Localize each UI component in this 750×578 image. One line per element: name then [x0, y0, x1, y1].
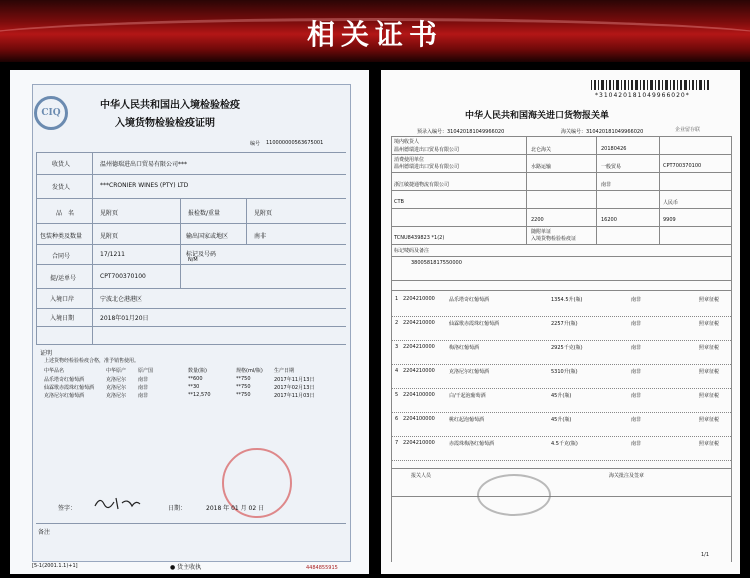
ciq-logo: [34, 96, 68, 130]
goods-header-cell: 中华原产: [106, 368, 127, 374]
certificate-title: 中华人民共和国出入境检验检疫: [100, 100, 240, 111]
bl-label: 提/运单号: [50, 275, 77, 282]
item-cell: 仙霖歌赤霞珠红葡萄酒: [449, 321, 500, 327]
goods-cell: **30: [188, 384, 200, 390]
item-cell: 南非: [631, 297, 642, 303]
item-number: 5: [395, 392, 399, 398]
goods-header-cell: 规格(ml/瓶): [236, 368, 263, 374]
origin-label: 输出国家或地区: [186, 233, 229, 240]
item-cell: 1354.5升(瓶): [551, 297, 583, 303]
net-weight: 9909: [663, 217, 676, 223]
port-label: 入境口岸: [50, 296, 75, 303]
customs-number: 海关编号：310420181049966020: [561, 129, 644, 135]
ciq-logo-text: CIQ: [41, 108, 61, 118]
goods-cell: 品乐塔奇红葡萄酒: [44, 377, 85, 383]
quantity-label: 报检数/重量: [188, 210, 221, 217]
item-cell: 5310升(瓶): [551, 369, 578, 375]
package-value: 见附页: [100, 233, 119, 240]
declaration-title: 中华人民共和国海关进口货物报关单: [465, 111, 610, 121]
goods-cell: 南非: [138, 377, 149, 383]
page-banner: [0, 0, 750, 62]
certificate-number: 4484855915: [306, 565, 338, 571]
goods-cell: 南非: [138, 385, 149, 391]
agent-value: 浙江敏捷通物流有限公司: [394, 182, 450, 188]
marks-label: 标记及号码: [186, 251, 217, 258]
item-separator: [391, 460, 731, 461]
goods-cell: 仙霖歌赤霞珠红葡萄酒: [44, 385, 95, 391]
consumer-label: 消费使用单位: [394, 157, 425, 163]
item-number: 7: [395, 440, 399, 446]
item-cell: 2257升(瓶): [551, 321, 578, 327]
sign-date-label: 日期：: [168, 505, 187, 512]
currency: 人民币: [663, 200, 679, 206]
goods-cell: 南非: [138, 393, 149, 399]
goods-cell: 克洛尼尔: [106, 385, 127, 391]
item-cell: 南非: [631, 417, 642, 423]
package-count: 2200: [531, 217, 544, 223]
banner-title: 相关证书: [306, 18, 443, 51]
item-cell: 南非: [631, 345, 642, 351]
consignee-label: 收货人: [52, 161, 71, 168]
trade-mode: 一般贸易: [601, 164, 622, 170]
marks-label: 标记唛码及备注: [394, 248, 430, 254]
customs-declaration: [381, 70, 740, 574]
goods-cell: 2017年02月13日: [274, 385, 315, 391]
form-code: [5-1(2001.1.1)+1]: [32, 563, 78, 569]
entry-date-value: 2018年01月20日: [100, 315, 149, 322]
item-number: 1: [395, 296, 399, 302]
product-label: 品 名: [56, 210, 75, 217]
item-cell: 南非: [631, 321, 642, 327]
entry-date-label: 入境日期: [50, 315, 75, 322]
item-cell: 南非: [631, 369, 642, 375]
proof-text: 上述货物经检验检疫合格，准予销售使用。: [44, 358, 140, 364]
importer-value: 温州德瑞进出口贸易有限公司: [394, 147, 460, 153]
transport-mode: 水路运输: [531, 164, 552, 170]
contract-label: 合同号: [52, 253, 71, 260]
item-cell: 4.5千克(瓶): [551, 441, 578, 447]
retention-stamp: 企业留存联: [675, 127, 701, 133]
origin-country: 南非: [601, 182, 612, 188]
documents-label: 随附单证: [531, 229, 552, 235]
goods-header-cell: 生产日期: [274, 368, 295, 374]
declaration-stamp: [477, 474, 551, 516]
item-cell: 2204210000: [403, 296, 435, 302]
container-number: TCNU8439823 *1(2): [394, 235, 445, 241]
consignor-label: 发货人: [52, 184, 71, 191]
customs-review-label: 海关批注及签章: [609, 473, 645, 479]
serial-label: 编号: [250, 141, 261, 147]
item-cell: 照章征税: [699, 321, 720, 327]
goods-cell: 克洛尼尔红葡萄酒: [44, 393, 85, 399]
item-cell: 照章征税: [699, 345, 720, 351]
goods-header-cell: 原产国: [138, 368, 154, 374]
item-cell: 品乐塔奇红葡萄酒: [449, 297, 490, 303]
item-separator: [391, 364, 731, 365]
goods-cell: 克洛尼尔: [106, 377, 127, 383]
item-cell: 照章征税: [699, 369, 720, 375]
item-cell: 照章征税: [699, 297, 720, 303]
port-code: CTB: [394, 199, 404, 205]
goods-cell: **600: [188, 376, 203, 382]
inspection-certificate: [10, 70, 369, 574]
item-cell: 45升(瓶): [551, 393, 572, 399]
pre-entry-number: 预录入编号：310420181049966020: [417, 129, 505, 135]
page-number: 1/1: [701, 552, 710, 558]
goods-cell: **12,570: [188, 392, 211, 398]
goods-cell: 2017年11月03日: [274, 393, 315, 399]
package-label: 包装种类及数量: [40, 233, 83, 240]
consignor-value: ***CRONIER WINES (PTY) LTD: [100, 182, 189, 189]
item-cell: 2925千克(瓶): [551, 345, 583, 351]
signature-mark: [92, 494, 144, 512]
marks-value: N/M: [188, 257, 198, 263]
item-cell: 南非: [631, 441, 642, 447]
item-separator: [391, 316, 731, 317]
documents-value: 入境货物检验检疫证: [531, 236, 577, 242]
item-cell: 桃红起泡葡萄酒: [449, 417, 485, 423]
bill-of-lading: CPT700370100: [663, 163, 702, 169]
item-cell: 照章征税: [699, 417, 720, 423]
entry-port: 北仑海关: [531, 147, 552, 153]
goods-cell: **750: [236, 392, 251, 398]
sign-date-value: 2018 年 01 月 02 日: [206, 505, 265, 512]
goods-header-cell: 中华品名: [44, 368, 65, 374]
item-cell: 2204210000: [403, 440, 435, 446]
certificate-subtitle: 入境货物检验检疫证明: [115, 118, 215, 129]
holder-note: ● 货主收执: [170, 564, 202, 571]
item-cell: 2204210000: [403, 368, 435, 374]
inspection-cert-number: 3800581817550000: [411, 260, 462, 266]
item-cell: 2204100000: [403, 416, 435, 422]
importer-label: 境内收货人: [394, 139, 420, 145]
item-cell: 45升(瓶): [551, 417, 572, 423]
item-cell: 白/干起泡葡萄酒: [449, 393, 486, 399]
origin-value: 南非: [254, 233, 267, 240]
item-separator: [391, 340, 731, 341]
item-cell: 2204210000: [403, 320, 435, 326]
certificate-frame: [32, 84, 351, 562]
item-cell: 照章征税: [699, 393, 720, 399]
gross-weight: 16200: [601, 217, 617, 223]
goods-cell: 2017年11月13日: [274, 377, 315, 383]
bl-value: CPT700370100: [100, 273, 146, 280]
item-cell: 南非: [631, 393, 642, 399]
remark-label: 备注: [38, 529, 51, 536]
sign-label: 签字：: [58, 505, 77, 512]
goods-header-cell: 数量(瓶): [188, 368, 207, 374]
item-separator: [391, 388, 731, 389]
item-separator: [391, 412, 731, 413]
item-cell: 梅洛红葡萄酒: [449, 345, 480, 351]
item-cell: 克洛尼尔红葡萄酒: [449, 369, 490, 375]
goods-cell: **750: [236, 376, 251, 382]
product-value: 见附页: [100, 210, 119, 217]
barcode-text: *310420181049966020*: [595, 92, 690, 99]
item-number: 6: [395, 416, 399, 422]
goods-cell: 克洛尼尔: [106, 393, 127, 399]
consignee-value: 温州德瑞进出口贸易有限公司***: [100, 161, 188, 168]
barcode: [591, 80, 711, 90]
item-number: 3: [395, 344, 399, 350]
item-separator: [391, 436, 731, 437]
item-cell: 2204100000: [403, 392, 435, 398]
quantity-value: 见附页: [254, 210, 273, 217]
item-cell: 赤霞珠梅洛红葡萄酒: [449, 441, 495, 447]
declare-date: 20180426: [601, 146, 627, 152]
serial-value: 110000000563675001: [266, 140, 324, 146]
item-number: 4: [395, 368, 399, 374]
item-cell: 2204210000: [403, 344, 435, 350]
item-cell: 照章征税: [699, 441, 720, 447]
item-number: 2: [395, 320, 399, 326]
consumer-value: 温州德瑞进出口贸易有限公司: [394, 164, 460, 170]
port-value: 宁波北仑港港区: [100, 296, 143, 303]
contract-value: 17/1211: [100, 251, 125, 258]
goods-cell: **750: [236, 384, 251, 390]
proof-label: 证明: [40, 350, 53, 357]
declarant-label: 报关人员: [411, 473, 432, 479]
